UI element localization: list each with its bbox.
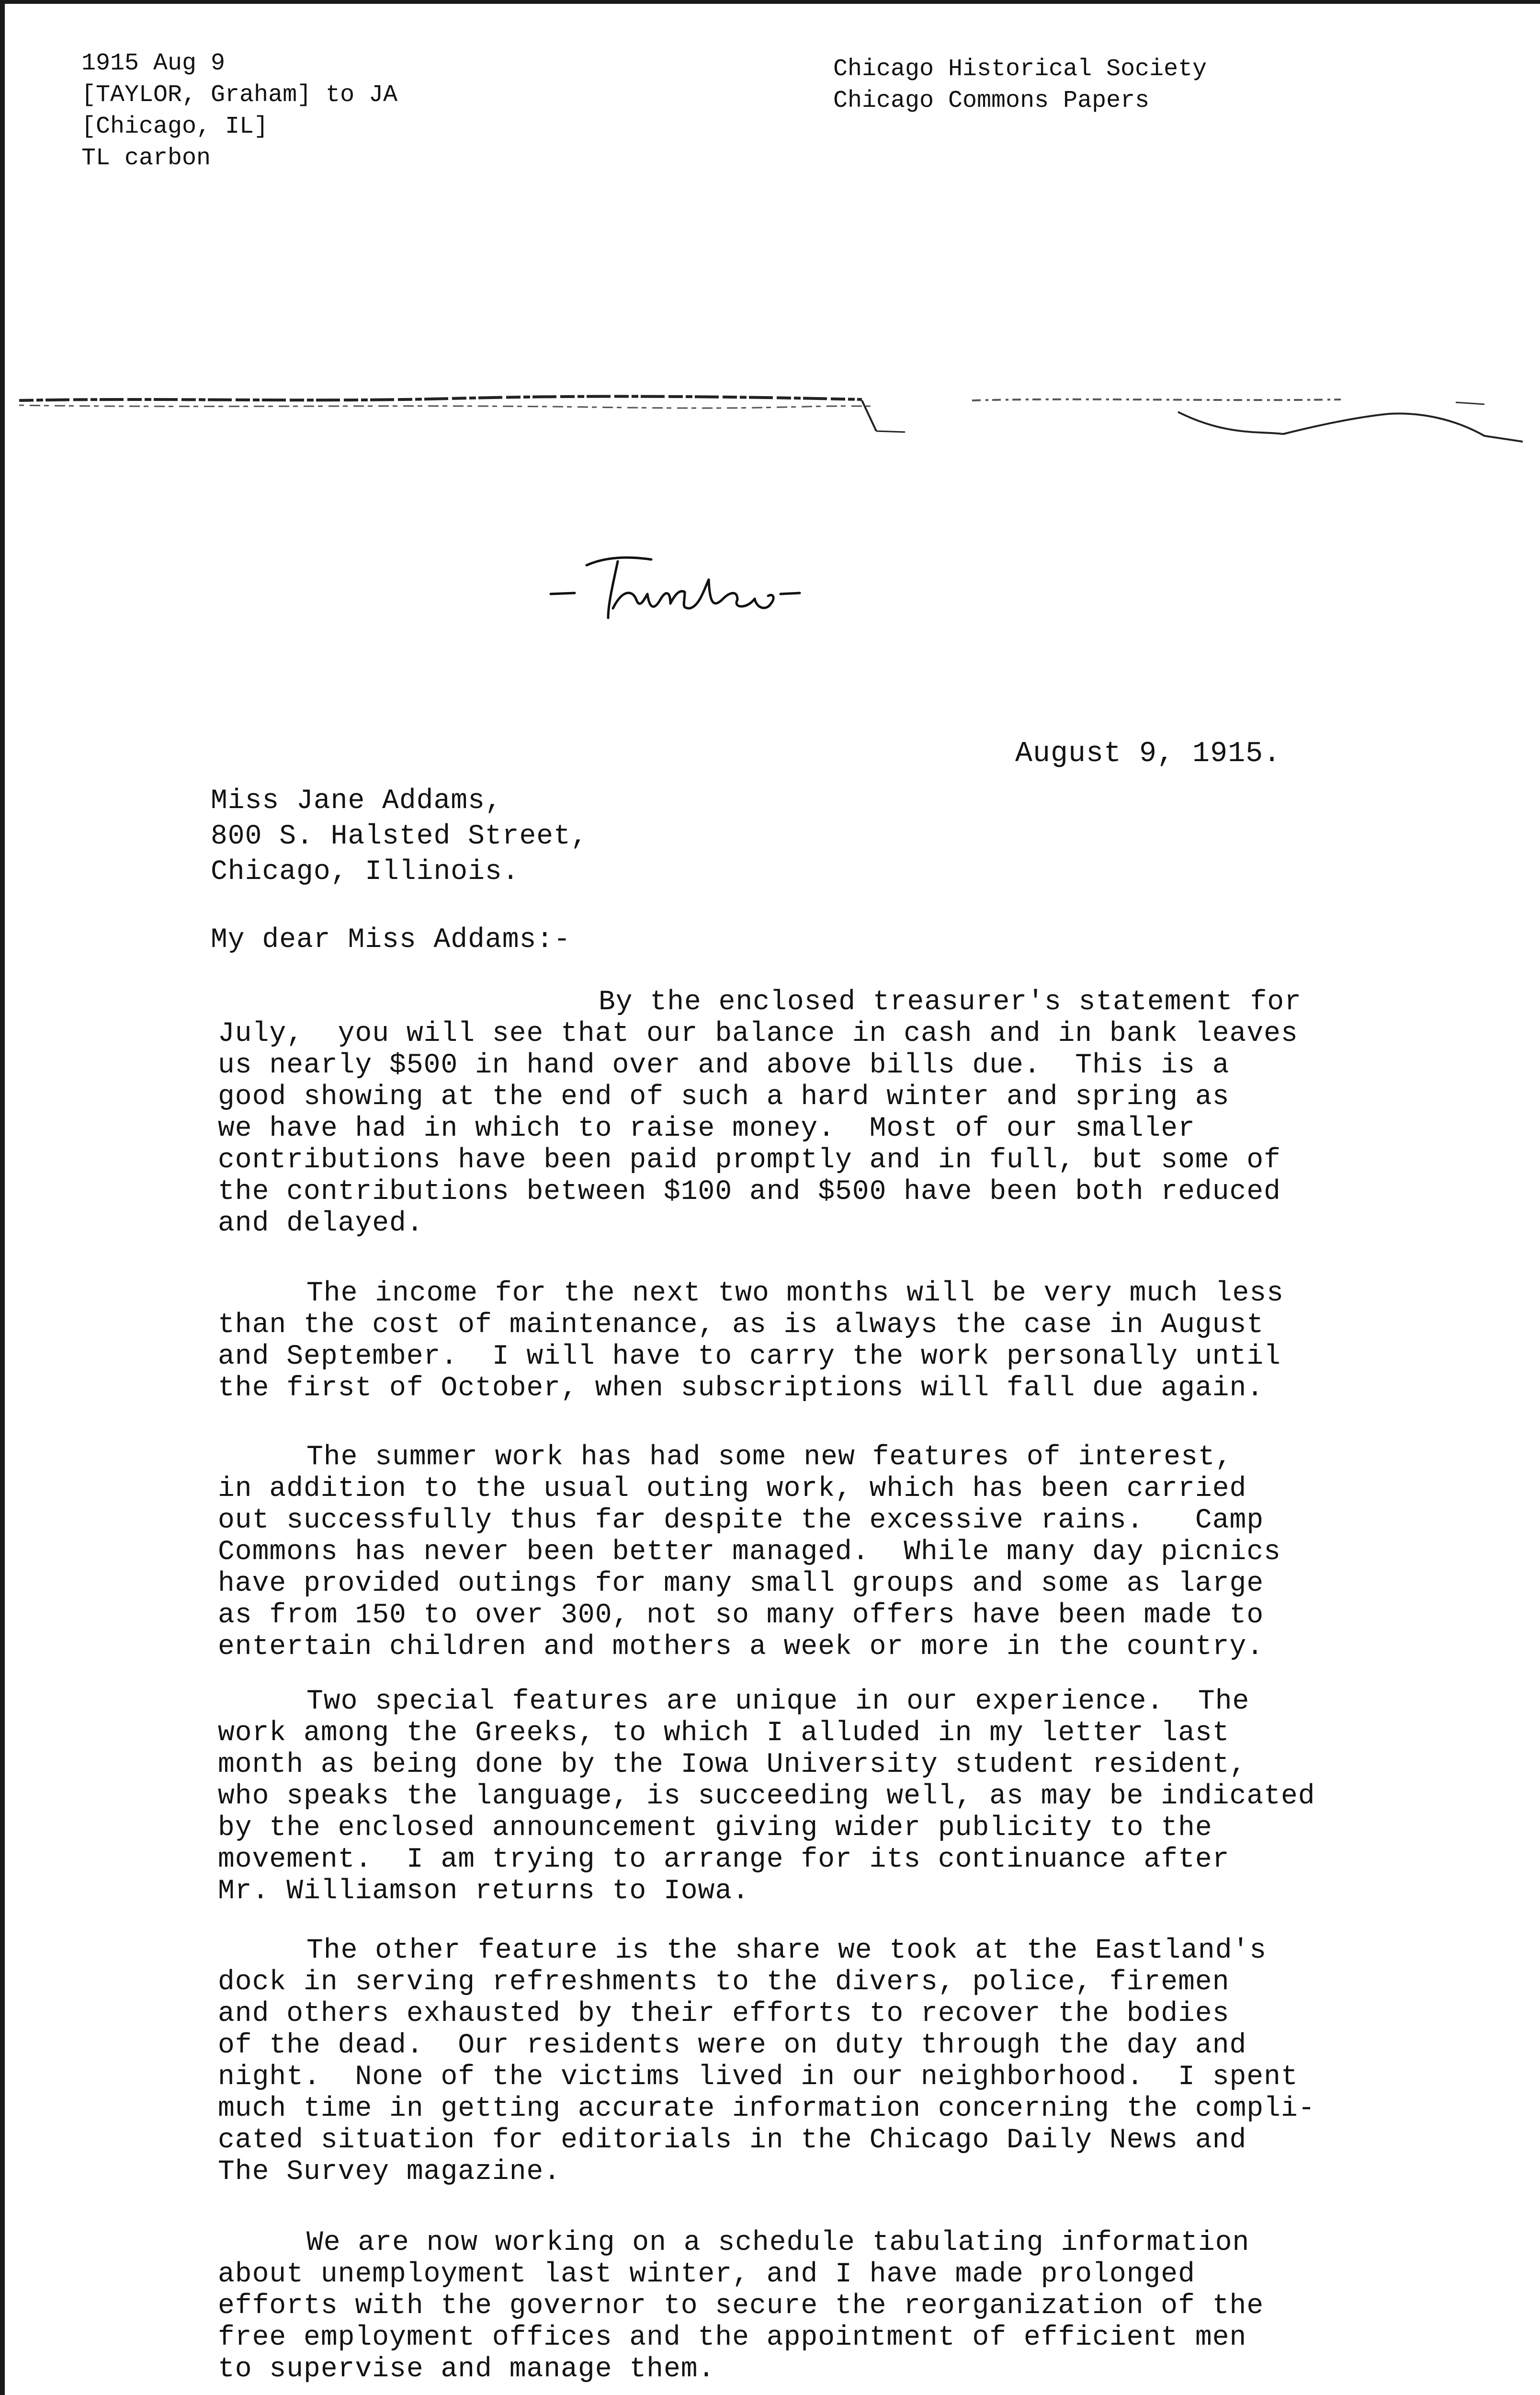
paragraph-line: the contributions between $100 and $500 have been both reduced	[218, 1176, 1281, 1208]
paragraph-line: cated situation for editorials in the Chicago Daily News and	[218, 2125, 1247, 2156]
paragraph-line: and September. I will have to carry the work personally until	[218, 1341, 1281, 1372]
paragraph-line: we have had in which to raise money. Most of our smaller	[218, 1113, 1195, 1144]
paragraph-line: The Survey magazine.	[218, 2156, 561, 2188]
paragraph-line: The income for the next two months will be very much less	[306, 1278, 1284, 1309]
citation-format: TL carbon	[81, 145, 211, 172]
paragraph-line: July, you will see that our balance in cash and in bank leaves	[218, 1018, 1298, 1049]
paragraph-line: The other feature is the share we took at the Eastland's	[306, 1935, 1267, 1966]
citation-place: [Chicago, IL]	[81, 113, 269, 140]
paragraph-line: By the enclosed treasurer's statement for	[599, 987, 1302, 1018]
paragraph-line: dock in serving refreshments to the divers, police, firemen	[218, 1967, 1230, 1998]
paragraph-line: by the enclosed announcement giving wider publicity to the	[218, 1813, 1212, 1844]
paragraph-line: Commons has never been better managed. While many day picnics	[218, 1537, 1281, 1568]
recipient-city: Chicago, Illinois.	[211, 856, 520, 888]
paragraph-line: as from 150 to over 300, not so many offers have been made to	[218, 1600, 1264, 1631]
paragraph-line: and delayed.	[218, 1208, 424, 1239]
paragraph-line: contributions have been paid promptly and in full, but some of	[218, 1145, 1281, 1176]
paragraph-line: Mr. Williamson returns to Iowa.	[218, 1876, 749, 1907]
paragraph-line: movement. I am trying to arrange for its continuance after	[218, 1844, 1230, 1875]
paragraph-line: out successfully thus far despite the excessive rains. Camp	[218, 1505, 1264, 1536]
paragraph-line: good showing at the end of such a hard winter and spring as	[218, 1082, 1230, 1113]
paragraph-line: night. None of the victims lived in our neighborhood. I spent	[218, 2062, 1298, 2093]
citation-date: 1915 Aug 9	[81, 50, 226, 77]
paragraph-line: about unemployment last winter, and I have made prolonged	[218, 2259, 1195, 2290]
paragraph-line: have provided outings for many small groups and some as large	[218, 1568, 1264, 1599]
paragraph-line: of the dead. Our residents were on duty through the day and	[218, 2030, 1247, 2061]
paragraph-line: Two special features are unique in our experience. The	[306, 1686, 1250, 1717]
paragraph-line: free employment offices and the appointment of efficient men	[218, 2322, 1247, 2353]
citation-correspondents: [TAYLOR, Graham] to JA	[81, 81, 398, 109]
paragraph-line: efforts with the governor to secure the reorganization of the	[218, 2291, 1264, 2322]
recipient-street: 800 S. Halsted Street,	[211, 821, 588, 852]
recipient-name: Miss Jane Addams,	[211, 786, 502, 817]
letter-date: August 9, 1915.	[1015, 738, 1281, 770]
paragraph-line: in addition to the usual outing work, which has been carried	[218, 1473, 1247, 1505]
paragraph-line: to supervise and manage them.	[218, 2354, 715, 2385]
salutation: My dear Miss Addams:-	[211, 924, 571, 956]
paragraph-line: We are now working on a schedule tabulating information	[306, 2227, 1250, 2258]
paragraph-line: us nearly $500 in hand over and above bills due. This is a	[218, 1050, 1230, 1081]
paragraph-line: the first of October, when subscriptions will fall due again.	[218, 1373, 1264, 1404]
paragraph-line: who speaks the language, is succeeding well, as may be indicated	[218, 1781, 1315, 1812]
repository-name: Chicago Historical Society	[833, 56, 1207, 83]
collection-name: Chicago Commons Papers	[833, 87, 1150, 114]
paragraph-line: work among the Greeks, to which I alluded in my letter last	[218, 1718, 1230, 1749]
paragraph-line: and others exhausted by their efforts to recover the bodies	[218, 1998, 1230, 2030]
paragraph-line: much time in getting accurate information concerning the compli-	[218, 2093, 1315, 2124]
paragraph-line: than the cost of maintenance, as is always the case in August	[218, 1310, 1264, 1341]
paragraph-line: The summer work has had some new features of interest,	[306, 1442, 1233, 1473]
paragraph-line: entertain children and mothers a week or more in the country.	[218, 1631, 1264, 1663]
paragraph-line: month as being done by the Iowa University student resident,	[218, 1749, 1247, 1780]
